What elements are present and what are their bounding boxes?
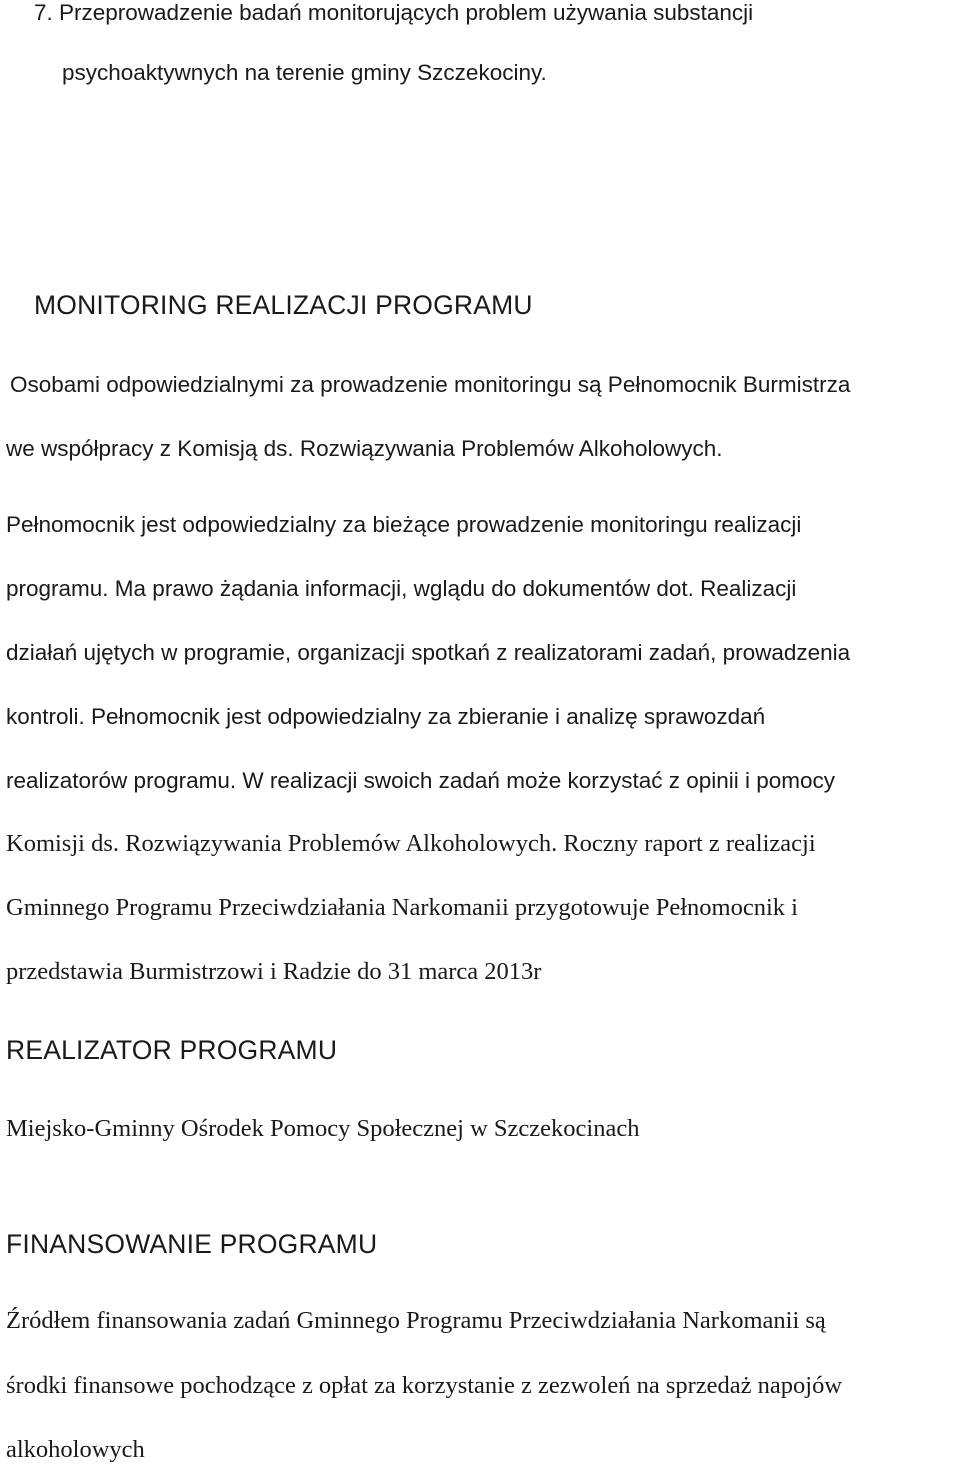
monitoring-para-line-4: kontroli. Pełnomocnik jest odpowiedzialny za zbieranie i analizę sprawozdań	[6, 704, 766, 729]
realizator-text: Miejsko-Gminny Ośrodek Pomocy Społecznej w Szczekocinach	[6, 1115, 640, 1142]
monitoring-para-line-1: Pełnomocnik jest odpowiedzialny za bieżące prowadzenie monitoringu realizacji	[6, 512, 802, 537]
monitoring-intro-line-1: Osobami odpowiedzialnymi za prowadzenie monitoringu są Pełnomocnik Burmistrza	[10, 372, 851, 397]
monitoring-para-line-7: Gminnego Programu Przeciwdziałania Narkomanii przygotowuje Pełnomocnik i	[6, 894, 798, 921]
finansowanie-line-3: alkoholowych	[6, 1436, 145, 1463]
monitoring-heading: MONITORING REALIZACJI PROGRAMU	[34, 290, 533, 320]
monitoring-para-line-2: programu. Ma prawo żądania informacji, wglądu do dokumentów dot. Realizacji	[6, 576, 797, 601]
monitoring-para-line-8: przedstawia Burmistrzowi i Radzie do 31 marca 2013r	[6, 958, 542, 985]
section-7-line-2: psychoaktywnych na terenie gminy Szczekociny.	[62, 60, 547, 85]
realizator-heading: REALIZATOR PROGRAMU	[6, 1035, 338, 1065]
monitoring-para-line-6: Komisji ds. Rozwiązywania Problemów Alkoholowych. Roczny raport z realizacji	[6, 830, 816, 857]
monitoring-para-line-3: działań ujętych w programie, organizacji spotkań z realizatorami zadań, prowadzenia	[6, 640, 851, 665]
monitoring-para-line-5: realizatorów programu. W realizacji swoich zadań może korzystać z opinii i pomocy	[6, 768, 836, 793]
finansowanie-heading: FINANSOWANIE PROGRAMU	[6, 1229, 378, 1259]
finansowanie-line-2: środki finansowe pochodzące z opłat za korzystanie z zezwoleń na sprzedaż napojów	[6, 1372, 843, 1399]
monitoring-intro-line-2: we współpracy z Komisją ds. Rozwiązywania Problemów Alkoholowych.	[6, 436, 723, 461]
finansowanie-line-1: Źródłem finansowania zadań Gminnego Programu Przeciwdziałania Narkomanii są	[6, 1307, 826, 1334]
section-7-line-1: 7. Przeprowadzenie badań monitorujących problem używania substancji	[34, 0, 754, 25]
